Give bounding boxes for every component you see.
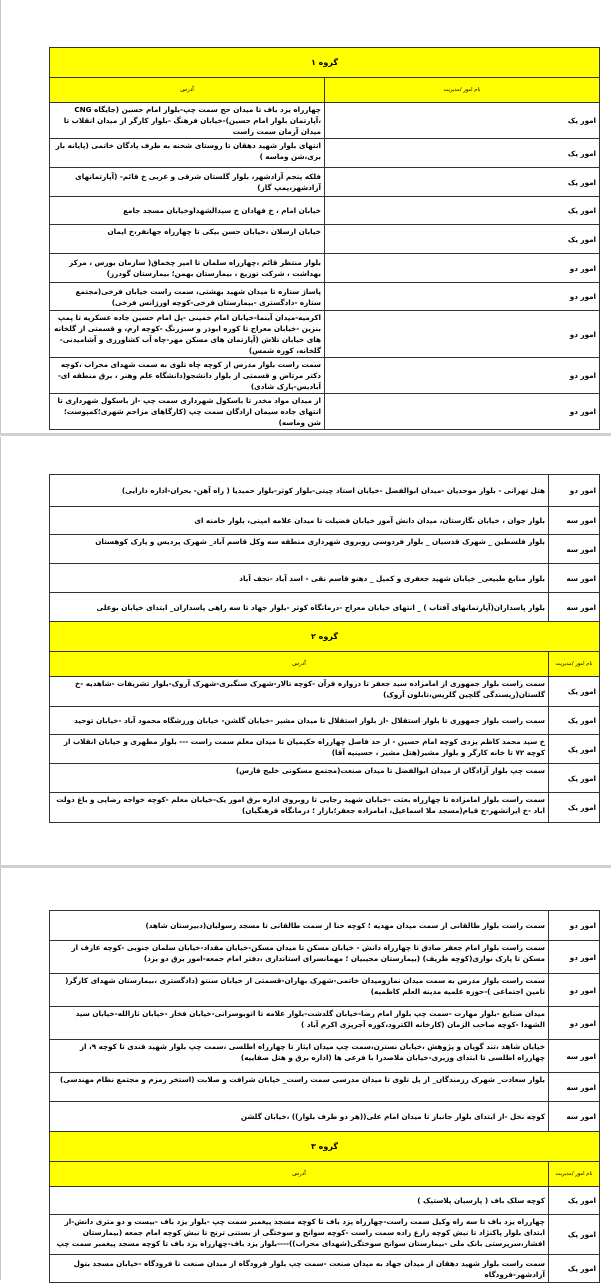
address-cell: کوچه نخل -از ابتدای بلوار جانباز تا میدان امام علی((هر دو طرف بلوار)) ،خیابان گلشن bbox=[50, 1102, 549, 1132]
affair-cell: امور یک bbox=[549, 793, 600, 823]
affair-cell: امور دو bbox=[549, 1007, 600, 1040]
column-header-affair: نام امور /مدیریت bbox=[325, 78, 600, 103]
affair-cell: امور دو bbox=[325, 358, 600, 394]
affair-cell: امور دو bbox=[549, 941, 600, 974]
group-title: گروه ۱ bbox=[50, 48, 600, 78]
affair-cell: امور سه bbox=[549, 1073, 600, 1102]
address-cell: سمت راست بلوار امام جعفر صادق تا چهارراه دانش - خیابان مسکن تا میدان مسکن-خیابان مقداد-خیابان سلمان جنوبی -کوچه عارف از مسکن تا پارک نواری(کوچه ظریف) (بیمارستان مجیبیان ؛ مهمانسرای استانداری ،دفتر امام جمعه-امور برق دو یزد) bbox=[50, 941, 549, 974]
address-cell: سمت راست بلوار شهید دهقان از میدان جهاد به میدان صنعت -سمت چپ بلوار فرودگاه از میدان صنعت تا فرودگاه -خیابان مسجد بتول آزادشهر-فرودگاه bbox=[50, 1255, 549, 1283]
address-cell: پاساژ ستاره تا میدان شهید بهشتی، سمت راست خیابان فرخی(مجتمع ستاره -دادگستری -بیمارستان فرخی-کوچه اورژانس فرخی) bbox=[50, 283, 325, 311]
schedule-table-page-1 bbox=[49, 47, 600, 430]
affair-cell: امور سه bbox=[549, 593, 600, 622]
affair-cell: امور یک bbox=[549, 1255, 600, 1283]
address-cell: چهارراه یزد باف تا میدان حج سمت چپ-بلوار امام حسین (جایگاه CNG ،آپارتمان بلوار امام حسین)-خیابان فرهنگ -بلوار کارگر از میدان انقلاب تا میدان آرمان سمت راست bbox=[50, 103, 325, 139]
page-separator bbox=[0, 433, 611, 436]
affair-cell: امور دو bbox=[549, 475, 600, 507]
document-page-3 bbox=[0, 868, 611, 1280]
address-cell: خیابان ارسلان ،خیابان حسن بیکی تا چهارراه جهانفر،خ ایمان bbox=[50, 225, 325, 254]
affair-cell: امور یک bbox=[549, 735, 600, 764]
address-cell: سمت چپ بلوار آزادگان از میدان ابوالفضل تا میدان صنعت(مجتمع مسکونی خلیج فارس) bbox=[50, 764, 549, 793]
affair-cell: امور یک bbox=[325, 225, 600, 254]
address-cell: بلوار فلسطین _ شهرک قدسیان _ بلوار فردوسی روبروی شهرداری منطقه سه وکل قاسم آباد_ شهرک پردیس و پارک کوهستان bbox=[50, 535, 549, 564]
document-page-1 bbox=[0, 0, 611, 434]
column-header-affair: نام امور /مدیریت bbox=[549, 1162, 600, 1187]
affair-cell: امور یک bbox=[549, 1187, 600, 1215]
address-cell: خیابان شاهد ،تند گویان و پژوهش ،خیابان نسترن،سمت چپ میدان ایثار تا چهارراه اطلسی ،سمت چپ بلوار شهید قندی تا کوچه ۹، از چهارراه اطلسی تا ابتدای وزیری-خیابان ملاصدرا با فرعی ها (اداره برق و هتل صفاییه) bbox=[50, 1040, 549, 1073]
affair-cell: امور دو bbox=[325, 394, 600, 430]
affair-cell: امور یک bbox=[325, 168, 600, 197]
address-cell: هتل تهرانی - بلوار موحدیان -میدان ابوالفضل -خیابان استاد چیتی-بلوار کوثر-بلوار حمیدیا ( راه آهن- بحران-اداره دارایی) bbox=[50, 475, 549, 507]
address-cell: اکرمیه-میدان آبنما-خیابان امام خمینی -پل امام حسین جاده عسکریه تا پمپ بنزین -خیابان معراج تا کوره ابوذر و سبزرنگ -کوچه ارم، و قسمتی از گلخانه های خیابان تلاش (آپارتمان های مسکن مهر-چاه آب کشاورزی و آشامیدنی-گلخانه، کوره شمس) bbox=[50, 311, 325, 358]
column-header-address: آدرس bbox=[50, 78, 325, 103]
address-cell: بلوار جوان ، خیابان نگارستان، میدان دانش آموز خیابان فضیلت تا میدان علامه امینی، بلوار خامنه ای bbox=[50, 507, 549, 535]
address-cell: سمت راست بلوار مدرس به سمت میدان نمازومیدان خاتمی-شهرک بهاران-قسمتی از خیابان سنتو (دادگستری ،بیمارستان شهدای کارگر( تامین اجتماعی )-حوزه علمیه مدینه العلم کاظمیه) bbox=[50, 974, 549, 1007]
affair-cell: امور دو bbox=[325, 283, 600, 311]
affair-cell: امور یک bbox=[549, 764, 600, 793]
affair-cell: امور دو bbox=[325, 311, 600, 358]
affair-cell: امور دو bbox=[549, 911, 600, 941]
schedule-table-page-2 bbox=[49, 474, 600, 823]
affair-cell: امور یک bbox=[325, 197, 600, 225]
address-cell: سمت راست بلوار جمهوری تا بلوار استقلال -از بلوار استقلال تا میدان مشیر -خیابان گلشن- خیابان ورزشگاه محمود آباد -خیابان توحید bbox=[50, 707, 549, 735]
address-cell: کوچه سلک باف ( پارسیان پلاستیک ) bbox=[50, 1187, 549, 1215]
address-cell: بلوار منابع طبیعی_ خیابان شهید جعفری و کمیل _ دهنو قاسم نقی - اسد آباد -نجف آباد bbox=[50, 564, 549, 593]
affair-cell: امور سه bbox=[549, 507, 600, 535]
address-cell: خ سید محمد کاظم یزدی کوچه امام حسین - از حد فاصل چهارراه حکیمیان تا میدان معلم سمت راست --- بلوار مطهری و خیابان انقلاب از کوچه ۷۲ تا خانه کارگر و بلوار مشیر(هتل مشیر ، حسینیه آقا) bbox=[50, 735, 549, 764]
address-cell: میدان صنایع -بلوار مهارت -سمت چپ بلوار امام رضا-خیابان گلدشت-بلوار علامه تا اتوبوسرانی-خیابان فخار -خیابان ثارالله-خیابان سید الشهدا -کوچه صاحب الزمان (کارخانه الکترود،کوره آجرپزی اکرم آباد ) bbox=[50, 1007, 549, 1040]
address-cell: سمت راست بلوار مدرس از کوچه چاه تلوی به سمت شهدای محراب ،کوچه دکتر مرتاض و قسمتی از بلوار دانشجو(دانشگاه علم وهنر ، برق منطقه ای-آبادیس-پارک شادی) bbox=[50, 358, 325, 394]
document-page-2 bbox=[0, 437, 611, 865]
affair-cell: امور یک bbox=[325, 103, 600, 139]
column-header-affair: نام امور /مدیریت bbox=[549, 652, 600, 677]
affair-cell: امور سه bbox=[549, 564, 600, 593]
address-cell: سمت راست بلوار طالقانی از سمت میدان مهدیه ؛ کوچه حنا از سمت طالقانی تا مسجد رسولیان(دبیرستان شاهد) bbox=[50, 911, 549, 941]
affair-cell: امور یک bbox=[549, 707, 600, 735]
address-cell: بلوار سعادت_ شهرک رزمندگان_ از پل تلوی تا میدان مدرسی سمت راست_ خیابان شرافت و صلابت (استخر زمزم و مجتمع نظام مهندسی) bbox=[50, 1073, 549, 1102]
affair-cell: امور یک bbox=[549, 1215, 600, 1255]
group-title: گروه ۳ bbox=[50, 1132, 600, 1162]
address-cell: سمت راست بلوار امامزاده تا چهارراه بعثت -خیابان شهید رجایی تا روبروی اداره برق امور یک-خیابان معلم -کوچه خواجه رضایی و باغ دولت اباد -خ ایرانشهر-خ قیام(مسجد ملا اسماعیل، امامزاده جعفر؛بازار ؛ درمانگاه فرهنگیان) bbox=[50, 793, 549, 823]
address-cell: بلوار پاسداران(آپارتمانهای آفتاب ) _ انتهای خیابان معراج -درمانگاه کوثر -بلوار جهاد تا سه راهی پاسداران_ ابتدای خیابان بوعلی bbox=[50, 593, 549, 622]
column-header-address: آدرس bbox=[50, 652, 549, 677]
affair-cell: امور یک bbox=[549, 677, 600, 707]
address-cell: سمت راست بلوار جمهوری از امامزاده سید جعفر تا دروازه قرآن -کوچه تالار-شهرک سنگبری-شهرک آروک-بلوار تشریفات -شاهدیه -خ گلستان(ریسندگی گلچین گلریس،تابلون آروک) bbox=[50, 677, 549, 707]
schedule-table-page-3 bbox=[49, 910, 600, 1283]
address-cell: خیابان امام ، خ فهادان خ سیدالشهداوخیابان مسجد جامع bbox=[50, 197, 325, 225]
affair-cell: امور سه bbox=[549, 1102, 600, 1132]
address-cell: چهارراه یزد باف تا سه راه وکیل سمت راست-چهارراه یزد باف تا کوچه مسجد پیغمبر سمت چپ -بلوار یزد باف -بیست و دو متری دانش-از ابتدای بلوار پاکنژاد تا نبش کوچه زارع زاده سمت راست -کوچه سوانح و سوختگی از بستنی ترنج تا نبش کوچه امام جمعه (بیمارستان افشار،سرپرستی بانک ملی -بیمارستان سوانح سوختگی(شهدای محراب))----بلوار یزد باف-چهارراه یزد باف تا کوچه مسجد پیغمبر سمت چپ bbox=[50, 1215, 549, 1255]
address-cell: بلوار منتظر قائم ،چهارراه سلمان تا امیر چخماق( سازمان بورس ، مرکز بهداشت ، شرکت توزیع ، بیمارستان بهمن؛ بیمارستان گودرز) bbox=[50, 254, 325, 283]
affair-cell: امور سه bbox=[549, 1040, 600, 1073]
affair-cell: امور یک bbox=[325, 139, 600, 168]
group-title: گروه ۲ bbox=[50, 622, 600, 652]
address-cell: از میدان مواد مخدر تا باسکول شهرداری سمت چپ -از باسکول شهرداری تا انتهای جاده سیمان ازادگان سمت چپ (کارگاهای مزاحم شهری؛کمپوست؛شن وماسه) bbox=[50, 394, 325, 430]
column-header-address: آدرس bbox=[50, 1162, 549, 1187]
address-cell: انتهای بلوار شهید دهقان تا روستای شحنه به طرف پادگان خاتمی (پایانه بار بری،شن وماسه ) bbox=[50, 139, 325, 168]
affair-cell: امور سه bbox=[549, 535, 600, 564]
address-cell: فلکه پنجم آزادشهر، بلوار گلستان شرقی و غربی خ قائم- (آپارتمانهای آزادشهر،پمپ گاز) bbox=[50, 168, 325, 197]
affair-cell: امور دو bbox=[325, 254, 600, 283]
affair-cell: امور دو bbox=[549, 974, 600, 1007]
